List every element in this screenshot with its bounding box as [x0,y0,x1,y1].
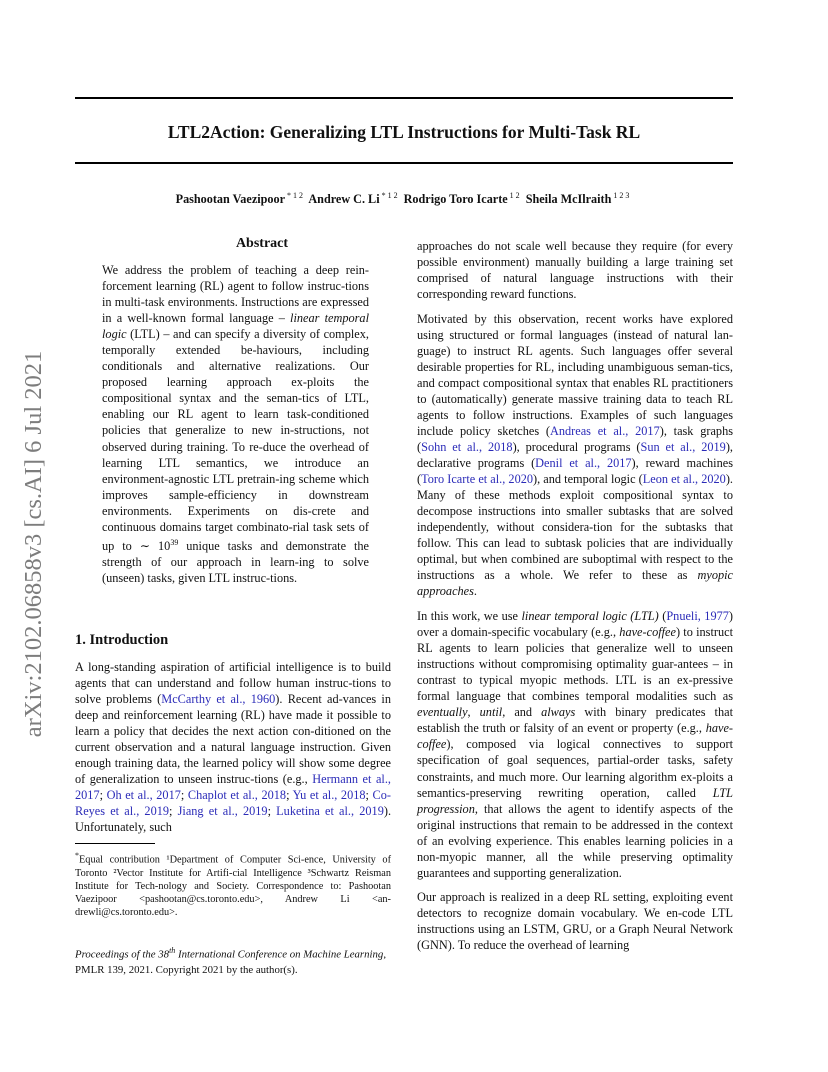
citation-link[interactable]: Jiang et al., 2019 [177,804,268,819]
arxiv-identifier: arXiv:2102.06858v3 [cs.AI] 6 Jul 2021 [20,350,47,738]
arxiv-sidebar-stamp [16,324,52,764]
section-heading-introduction: 1. Introduction [75,632,169,648]
author-list [75,191,733,207]
author-name: Sheila McIlraith [525,192,612,206]
author-affiliation: 1 2 [509,191,520,200]
paragraph: Motivated by this observation, recent works have explored using structured or formal languages (instead of natural lan-guage) to instruct RL agents. Such languages offer several desirable properties for RL, including unambiguous seman-tics, and compact compositional syntax that enables RL practitioners to (automatically) generate massive training data to teach RL agents to follow instructions. Examples of such languages include policy sketches (Andreas et al., 2017), task graphs (Sohn et al., 2018), procedural programs (Sun et al., 2019), declarative programs (Denil et al., 2017), reward machines (Toro Icarte et al., 2020), and temporal logic (Leon et al., 2020). Many of these methods exploit compositional syntax to decompose instructions into smaller subtasks that are solved independently, without considera-tion for the subtasks that follow. This can lead to subtask policies that are individually optimal, but when combined are suboptimal with respect to the instructions as a whole. We refer to these as myopic approaches. [417,311,733,599]
right-column-text [417,238,733,954]
paragraph: approaches do not scale well because they require (for every possible environment) manually building a large training set comprised of natural language instructions with their corresponding reward functions. [417,239,733,302]
citation-link[interactable]: Toro Icarte et al., 2020 [421,472,534,487]
citation-link[interactable]: Denil et al., 2017 [535,456,632,471]
top-rule-thick [75,97,733,99]
citation-link[interactable]: McCarthy et al., 1960 [161,692,276,707]
footnote-affiliations: *Equal contribution ¹Department of Computer Sci-ence, University of Toronto ²Vector Institute for Artifi-cial Intelligence ³Schwartz Reisman Institute for Tech-nology and Society. Correspondence to: Pashootan Vaezipoor <pashootan@cs.toronto.edu>, Andrew Li <an-drewli@cs.toronto.edu>. [75,851,391,919]
author-name: Pashootan Vaezipoor [175,192,285,206]
author-name: Andrew C. Li [308,192,380,206]
emphasis: linear temporal logic [102,311,369,342]
citation-link[interactable]: Sun et al., 2019 [640,440,726,455]
abstract-text: We address the problem of teaching a deep rein-forcement learning (RL) agent to follow instruc-tions in multi-task environments. Instructions are expressed in a well-known formal language – linear temporal logic (LTL) – and can specify a diversity of complex, temporally extended be-haviours, including conditionals and alternative realizations. Our proposed learning approach ex-ploits the compositional syntax and the seman-tics of LTL, enabling our RL agent to learn task-conditioned policies that generalize to new in-structions, not observed during training. To re-duce the overhead of learning LTL semantics, we introduce an environment-agnostic LTL pretrain-ing scheme which improves sample-efficiency in downstream environments. Experiments on dis-crete and continuous domains target combinato-rial task sets of up to ∼ $10^{39}$ unique tasks and demonstrate the strength of our approach in learn-ing to solve (unseen) tasks, given LTL instruc-tions. [102,263,369,585]
citation-link[interactable]: Pnueli, 1977 [666,609,729,624]
citation-link[interactable]: Yu et al., 2018 [292,788,366,803]
paragraph: In this work, we use linear temporal logic (LTL) (Pnueli, 1977) over a domain-specific vocabulary (e.g., have-coffee) to instruct RL agents to learn policies that generalize well to unseen instructions without compromising optimality guar-antees – in contrast to typical myopic methods. LTL is an ex-pressive formal language that combines temporal modalities such as eventually, until, and always with binary predicates that establish the truth or falsity of an event or property (e.g., have-coffee), composed via logical connectives to support specification of goal sequences, partial-order tasks, safety constraints, and much more. Our learning algorithm ex-ploits a semantics-preserving rewriting operation, called LTL progression, that allows the agent to identify aspects of the original instructions that remain to be addressed in the context of an evolving experience. This enables learning policies in a non-myopic manner, all the while preserving optimality guarantees and supporting generalization. [417,609,734,880]
paper-title: LTL2Action: Generalizing LTL Instructions for Multi-Task RL [167,122,641,142]
paragraph: Our approach is realized in a deep RL setting, exploiting event detectors to recognize domain vocabulary. We en-code LTL instructions using an LSTM, GRU, or a Graph Neural Network (GNN). To reduce the overhead of learning [417,890,733,953]
citation-link[interactable]: Co-Reyes et al., 2019 [75,788,391,819]
citation-link[interactable]: Leon et al., 2020 [642,472,726,487]
introduction-paragraph: A long-standing aspiration of artificial intelligence is to build agents that can understand and follow human instruc-tions to solve problems (McCarthy et al., 1960). Recent ad-vances in deep and reinforcement learning (RL) have made it possible to learn a policy that decides the next action con-ditioned on the current observation and a natural language instruction. Given enough training data, the learned policy will show some degree of generalization to unseen instruc-tions (e.g., Hermann et al., 2017; Oh et al., 2017; Chaplot et al., 2018; Yu et al., 2018; Co-Reyes et al., 2019; Jiang et al., 2019; Luketina et al., 2019). Unfortunately, such [75,660,392,835]
citation-link[interactable]: Chaplot et al., 2018 [187,788,287,803]
author-affiliation: 1 2 3 [613,191,630,200]
proceedings-note: Proceedings of the 38th International Conference on Machine Learning, PMLR 139, 2021. Copyright 2021 by the author(s). [75,946,387,976]
author-affiliation: * 1 2 [381,191,398,200]
author-affiliation: * 1 2 [286,191,303,200]
citation-link[interactable]: Sohn et al., 2018 [421,440,513,455]
citation-link[interactable]: Hermann et al., 2017 [75,772,391,803]
author-name: Rodrigo Toro Icarte [403,192,508,206]
citation-link[interactable]: Oh et al., 2017 [106,788,181,803]
footnote-divider [75,843,155,844]
citation-link[interactable]: Andreas et al., 2017 [549,424,660,439]
citation-link[interactable]: Luketina et al., 2019 [276,804,384,819]
abstract-heading: Abstract [235,236,289,251]
title-rule-bottom [75,162,733,164]
